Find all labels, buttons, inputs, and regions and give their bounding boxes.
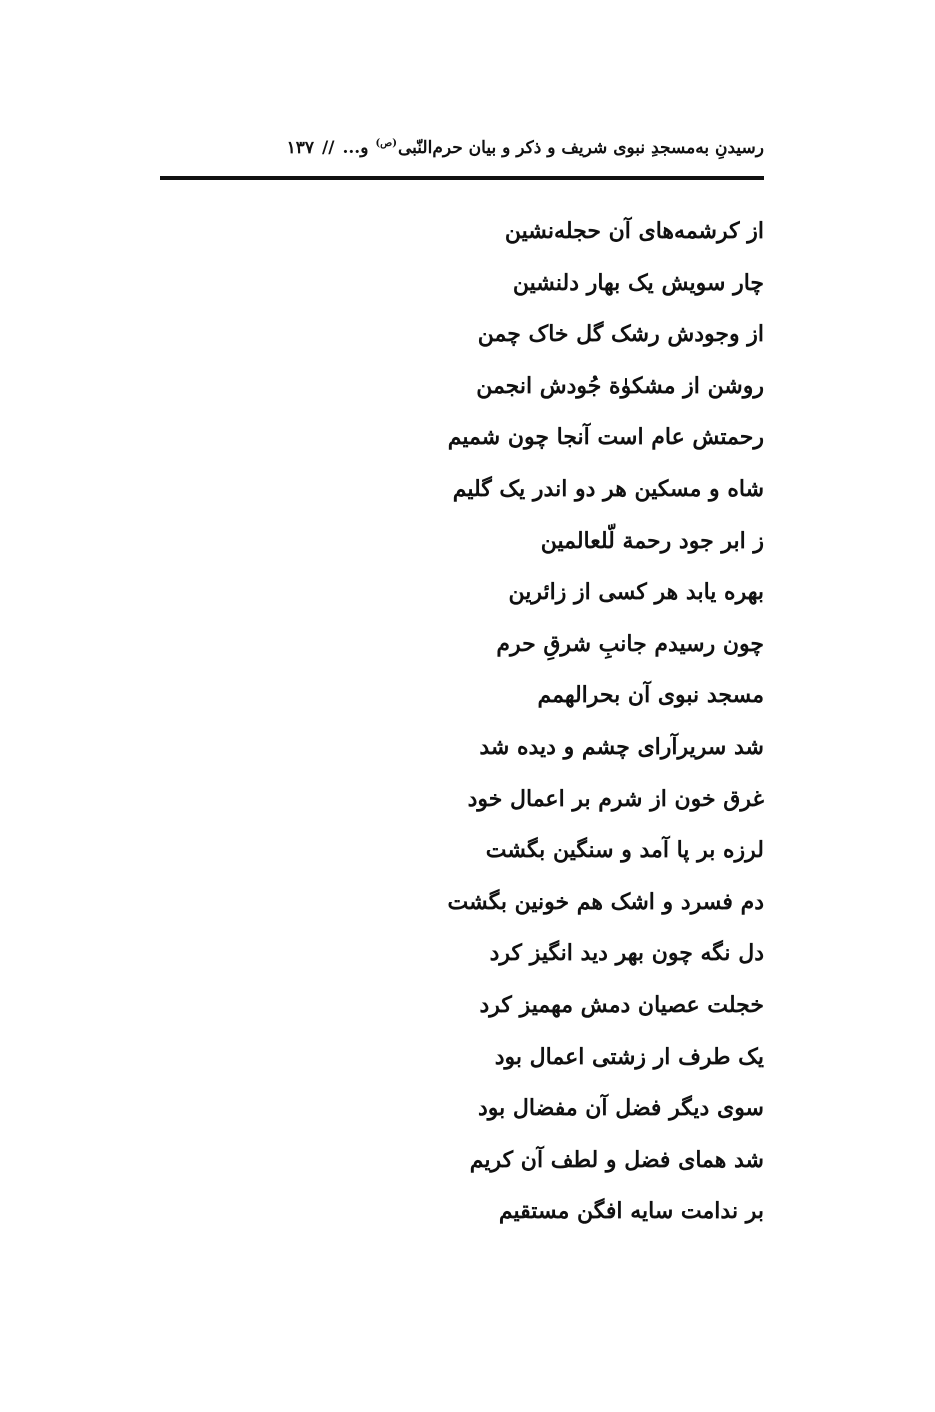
verse-line: از وجودش رشک گل خاک چمن bbox=[477, 321, 764, 348]
honorific-superscript: (ص) bbox=[375, 138, 397, 150]
poem bbox=[404, 206, 764, 1238]
header-rule bbox=[160, 176, 764, 180]
verse-line: مسجد نبوی آن بحرالهمم bbox=[537, 682, 764, 709]
verse-line: سوی دیگر فضل آن مفضال بود bbox=[477, 1095, 764, 1122]
verse-line: لرزه بر پا آمد و سنگین بگشت bbox=[485, 837, 764, 864]
verse-line: روشن از مشکوٰة جُودش انجمن bbox=[476, 372, 764, 399]
chapter-title: رسیدنِ به‌مسجدِ نبوی شریف و ذکر و بیان حرم‌النّبی$^{(ص)}$ bbox=[375, 138, 764, 158]
verse-line: ز ابر جود رحمة لّلعالمین bbox=[540, 527, 764, 554]
verse-line: بر ندامت سایه افگن مستقیم bbox=[498, 1198, 764, 1225]
verse-line: یک طرف ار زشتی اعمال بود bbox=[494, 1043, 764, 1070]
header-separator: // bbox=[322, 138, 335, 158]
verse-line: بهره یابد هر کسی از زائرین bbox=[508, 579, 764, 606]
verse-line: دم فسرد و اشک هم خونین بگشت bbox=[447, 888, 764, 915]
page-number: ۱۳۷ bbox=[286, 138, 315, 158]
verse-line: از کرشمه‌های آن حجله‌نشین bbox=[504, 218, 764, 244]
running-head bbox=[160, 138, 764, 158]
verse-line: خجلت عصیان دمش مهمیز کرد bbox=[479, 991, 764, 1018]
verse-line: غرق خون از شرم بر اعمال خود bbox=[467, 785, 764, 812]
verse-line: شد سریرآرای چشم و دیده شد bbox=[479, 733, 764, 760]
verse-line: شاه و مسکین هر دو اندر یک گلیم bbox=[452, 475, 764, 502]
verse-line: رحمتش عام است آنجا چون شمیم bbox=[447, 424, 764, 451]
verse-line: چون رسیدم جانبِ شرقِ حرم bbox=[496, 630, 764, 657]
verse-line: چار سویش یک بهار دلنشین bbox=[512, 269, 764, 296]
verse-line: شد همای فضل و لطف آن کریم bbox=[469, 1146, 764, 1173]
verse-line: دل نگه چون بهر دید انگیز کرد bbox=[489, 940, 764, 967]
title-suffix: و... bbox=[342, 138, 369, 158]
